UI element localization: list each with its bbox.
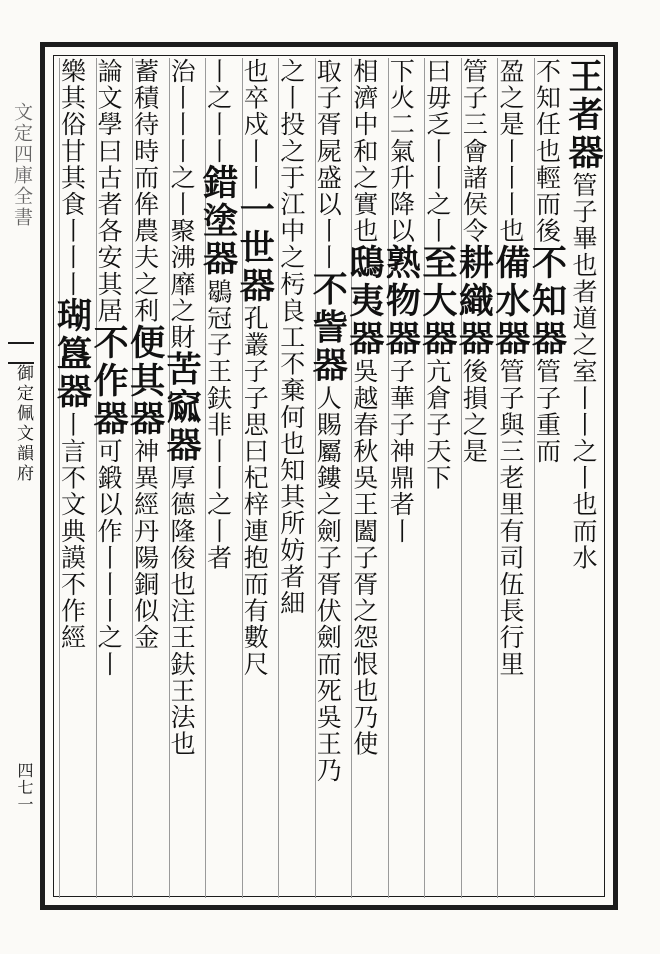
entry-headword: 備水器: [489, 244, 531, 359]
entry-text: 之杇良工不棄何也知其所妨者細: [276, 244, 306, 617]
entry-text: 亢倉子天下: [422, 358, 452, 492]
entry-text: 之丨投之于江中: [276, 58, 306, 245]
entry-headword: 錯塗器: [197, 164, 239, 279]
entry-text: 神異經丹陽銅似金: [130, 438, 160, 651]
entry-headword: 耕織器: [453, 244, 495, 359]
entry-headword: 不作器: [88, 324, 130, 438]
entry-text: 丨言不文典謨不作經: [57, 411, 87, 651]
entry-text: 子華子神鼎者丨: [386, 358, 416, 545]
text-block: [51, 58, 608, 898]
entry-text: 管子與三老里有司伍長行里: [495, 358, 525, 678]
text-column: [307, 58, 353, 898]
text-column: [161, 58, 207, 898]
entry-headword: 苦窳器: [161, 350, 203, 465]
page-number: 四七一: [15, 762, 34, 813]
entry-text: 也卒戍丨丨: [240, 58, 270, 191]
entry-text: 盈之是丨丨丨也: [495, 58, 525, 245]
text-column: [124, 58, 170, 898]
text-column: [416, 58, 462, 898]
entry-headword: 至大器: [416, 244, 458, 359]
entry-headword: 不訾器: [307, 270, 349, 385]
entry-headword: 鴟夷器: [343, 244, 385, 359]
entry-text: 吳越春秋吳王闔子胥之怨恨也乃使: [349, 358, 379, 758]
entry-headword: 瑚簋器: [51, 297, 93, 412]
margin-divider: [8, 342, 34, 364]
entry-text: 治丨丨丨之丨聚沸靡之財: [167, 58, 197, 351]
text-column: [489, 58, 535, 898]
text-column: [278, 58, 316, 898]
text-column: [453, 58, 499, 898]
entry-headword: 不知器: [526, 244, 568, 359]
text-column: [563, 58, 608, 898]
text-column: [380, 58, 426, 898]
entry-text: 管子三會諸侯令: [459, 58, 489, 245]
entry-text: 曰毋乏丨丨之丨: [422, 58, 452, 245]
entry-text: 論文學曰古者各安其居: [94, 58, 124, 324]
entry-text: 不知任也輕而後: [532, 58, 562, 245]
text-column: [234, 58, 280, 898]
text-column: [51, 58, 97, 898]
entry-text: 孔叢子子思曰杞梓連抱而有數尺: [240, 305, 270, 678]
entry-text: 可鍛以作丨丨丨之丨: [94, 438, 124, 678]
cropped-margin-text: 文定四庫全書: [11, 102, 33, 228]
entry-text: 人賜屬鏤之劍子胥伏劍而死吳王乃: [313, 384, 343, 784]
entry-text: 後損之是: [459, 358, 489, 465]
entry-text: 蓄積待時而侔農夫之利: [130, 58, 160, 324]
entry-headword: 熟物器: [380, 244, 422, 359]
text-column: [526, 58, 572, 898]
entry-text: 相濟中和之實也: [349, 58, 379, 245]
entry-text: 管子畢也者道之室丨丨之丨也而水: [569, 172, 598, 571]
entry-text: 樂其俗甘其食丨丨丨: [57, 58, 87, 298]
entry-text: 取子胥屍盛以丨丨: [313, 58, 343, 271]
edition-label: 御定佩文韻府: [13, 364, 33, 484]
entry-headword: 一世器: [234, 191, 276, 305]
entry-headword: 便其器: [124, 324, 166, 438]
entry-text: 丨之丨丨: [203, 58, 233, 165]
page-margin: [0, 42, 41, 910]
entry-text: 鶡冠子王鈇非丨丨之丨者: [203, 278, 233, 572]
entry-headword: 王者器: [563, 58, 604, 172]
text-column: [343, 58, 389, 898]
text-column: [88, 58, 134, 898]
text-column: [197, 58, 243, 898]
entry-text: 下火二氣升降以: [386, 58, 416, 245]
entry-text: 管子重而: [532, 358, 562, 465]
entry-text: 厚德隆俊也注王鈇王法也: [167, 464, 197, 758]
